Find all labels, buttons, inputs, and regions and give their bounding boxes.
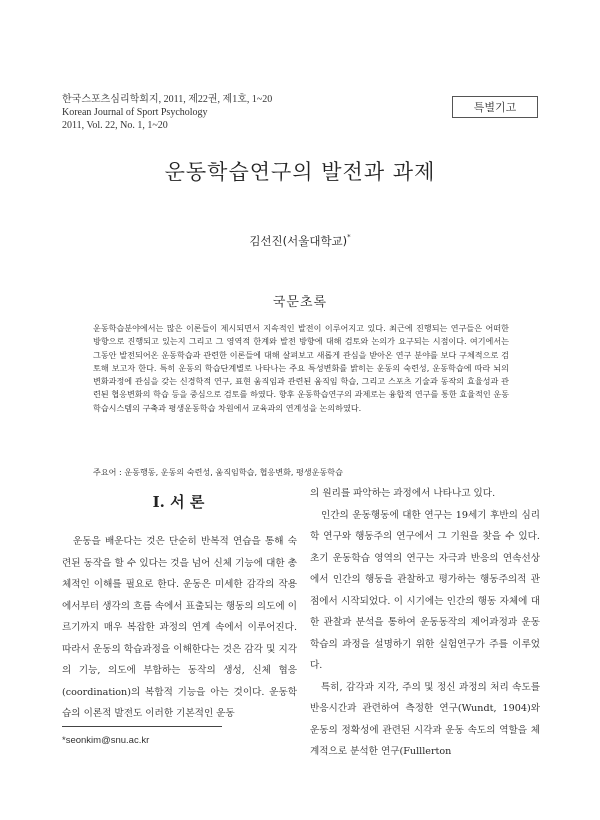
continued-text: 의 원리를 파악하는 과정에서 나타나고 있다. [310, 488, 496, 499]
footnote-divider [62, 726, 222, 727]
abstract-text: 운동학습분야에서는 많은 이론들이 제시되면서 지속적인 발전이 이루어지고 있다. 최근에 진행되는 연구들은 어떠한 방향으로 진행되고 있는지 그리고 그 영역적 한계와 발전 방향에 대해 검토와 논의가 요구되는 시점이다. 여기에서는 그동안 발전되어온 운동학습과 관련한 이론들에 대해 살펴보고 새롭게 관심을 받아온 연구 분야를 보다 구체적으로 검토해 보고자 한다. 특히 운동의 학습단계별로 나타나는 주요 특성변화를 밝히는 운동의 숙련성, 운동학습에 따라 뇌의 변화과정에 관심을 갖는 신경학적 연구, 표현 움직임과 관련된 움직임 학습, 그리고 스포츠 기술과 동작의 효율성과 관련된 협응변화의 학습 등을 중심으로 검토를 하였다. 향후 운동학습연구의 과제로는 융합적 연구를 통한 효율적인 운동학습시스템의 구축과 평생운동학습 차원에서 교육과의 연계성을 논의하였다. [93, 323, 509, 413]
history-paragraph: 인간의 운동행동에 대한 연구는 19세기 후반의 심리학 연구와 행동주의 연구에서 그 기원을 찾을 수 있다. 초기 운동학습 영역의 연구는 자극과 반응의 연속선상에서 인간의 행동을 관찰하고 평가하는 행동주의적 관점에서 시작되었다. 이 시기에는 인간의 행동 자체에 대한 관찰과 분석을 통하여 운동동작의 제어과정과 운동학습의 과정을 설명하기 위한 실험연구가 주를 이루었다. [310, 509, 540, 671]
left-column [62, 531, 297, 725]
author-footnote-mark: * [347, 233, 351, 241]
journal-citation-volume: 2011, Vol. 22, No. 1, 1~20 [62, 120, 168, 131]
keywords: 주요어 : 운동행동, 운동의 숙련성, 움직임학습, 협응변화, 평생운동학습 [93, 467, 343, 477]
right-column [310, 483, 540, 763]
abstract-body [93, 322, 509, 415]
author-name: 김선진(서울대학교) [249, 234, 348, 248]
journal-citation-korean: 한국스포츠심리학회지, 2011, 제22권, 제1호, 1~20 [62, 94, 273, 105]
paper-title: 운동학습연구의 발전과 과제 [164, 160, 436, 184]
journal-citation [62, 93, 272, 132]
journal-citation-english: Korean Journal of Sport Psychology [62, 107, 208, 118]
author-line [0, 233, 600, 249]
section-heading: I. 서 론 [152, 493, 205, 511]
research-paragraph: 특히, 감각과 지각, 주의 및 정신 과정의 처리 속도를 반응시간과 관련하여 측정한 연구(Wundt, 1904)와 운동의 정확성에 관련된 시각과 운동 속도의 역할을 체계적으로 분석한 연구(Fulllerton [310, 681, 540, 757]
intro-paragraph: 운동을 배운다는 것은 단순히 반복적 연습을 통해 숙련된 동작을 할 수 있다는 것을 넘어 신체 기능에 대한 총체적인 이해를 필요로 한다. 운동은 미세한 감각의 작용에서부터 생각의 흐름 속에서 표출되는 행동의 의도에 이르기까지 매우 복잡한 과정의 연계 속에서 이루어진다. 따라서 운동의 학습과정을 이해한다는 것은 감각 및 지각의 기능, 의도에 부합하는 동작의 생성, 신체 협응(coordination)의 복합적 기능을 아는 것이다. 운동학습의 이론적 발전도 이러한 기본적인 운동 [62, 536, 297, 719]
article-type-badge: 특별기고 [452, 96, 538, 118]
abstract-heading: 국문초록 [272, 295, 328, 310]
footnote-email: *seonkim@snu.ac.kr [62, 735, 150, 746]
